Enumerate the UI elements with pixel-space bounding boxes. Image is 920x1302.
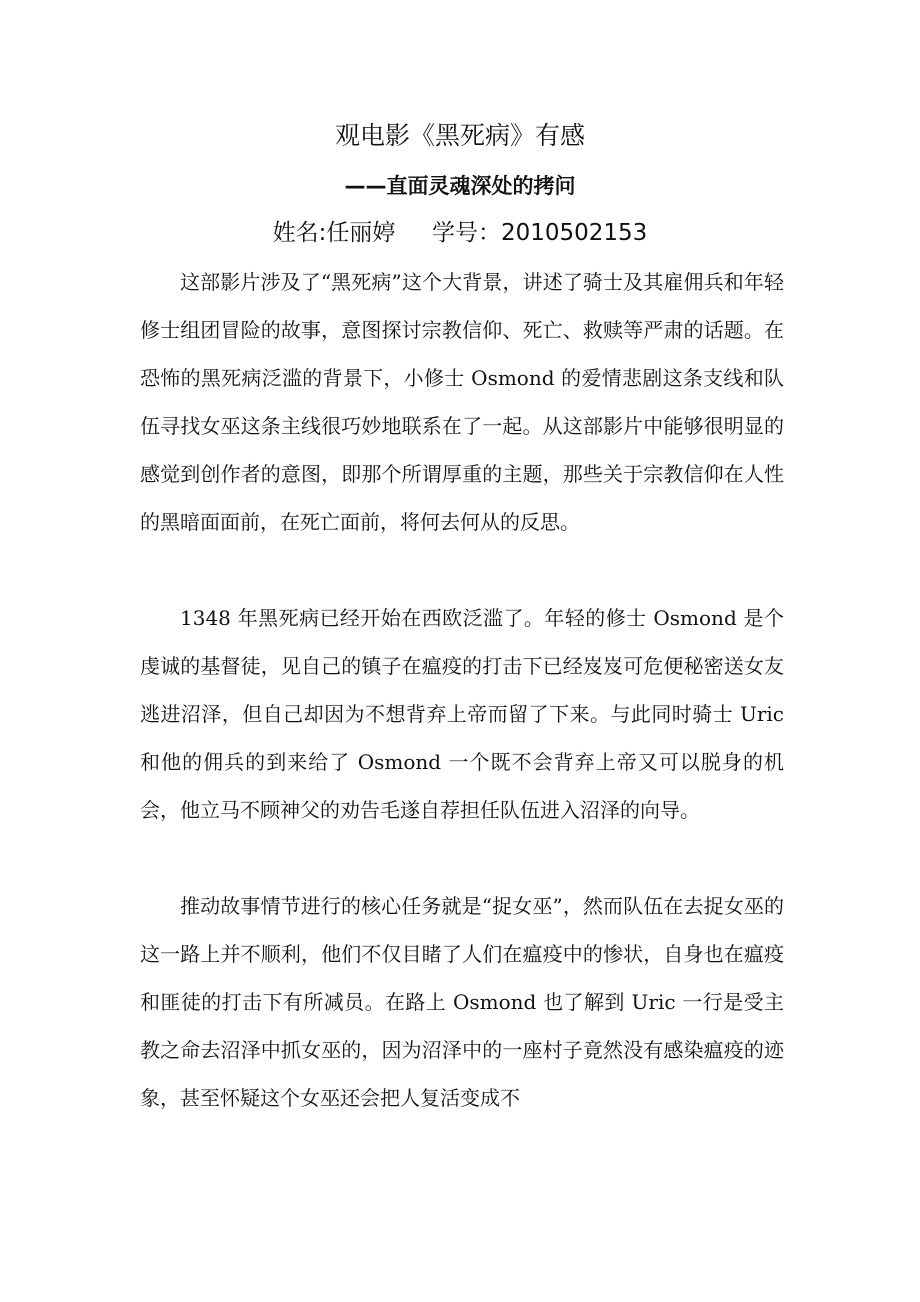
paragraph: 1348 年黑死病已经开始在西欧泛滥了。年轻的修士 Osmond 是个虔诚的基督徒，见自己的镇子在瘟疫的打击下已经岌岌可危便秘密送女友逃进沼泽，但自己却因为不想背弃上帝而留了下来。与此同时骑士 Uric 和他的佣兵的到来给了 Osmond 一个既不会背弃上帝又可以脱身的机会，他立马不顾神父的劝告毛遂自荐担任队伍进入沼泽的向导。 [140,606,784,822]
page-subtitle: ——直面灵魂深处的拷问 [344,174,576,198]
author-line: 姓名:任丽婷 学号：2010502153 [272,220,648,246]
paragraph: 这部影片涉及了“黑死病”这个大背景，讲述了骑士及其雇佣兵和年轻修士组团冒险的故事，意图探讨宗教信仰、死亡、救赎等严肃的话题。在恐怖的黑死病泛滥的背景下，小修士 Osmond 的爱情悲剧这条支线和队伍寻找女巫这条主线很巧妙地联系在了一起。从这部影片中能够很明显的感觉到创作者的意图，即那个所谓厚重的主题，那些关于宗教信仰在人性的黑暗面面前，在死亡面前，将何去何从的反思。 [140,270,784,534]
body-text [140,258,784,1122]
page-title: 观电影《黑死病》有感 [334,121,585,150]
paragraph: 推动故事情节进行的核心任务就是“捉女巫”，然而队伍在去捉女巫的这一路上并不顺利，他们不仅目睹了人们在瘟疫中的惨状，自身也在瘟疫和匪徒的打击下有所减员。在路上 Osmond 也了解到 Uric 一行是受主教之命去沼泽中抓女巫的，因为沼泽中的一座村子竟然没有感染瘟疫的迹象，甚至怀疑这个女巫还会把人复活变成不 [140,894,784,1110]
